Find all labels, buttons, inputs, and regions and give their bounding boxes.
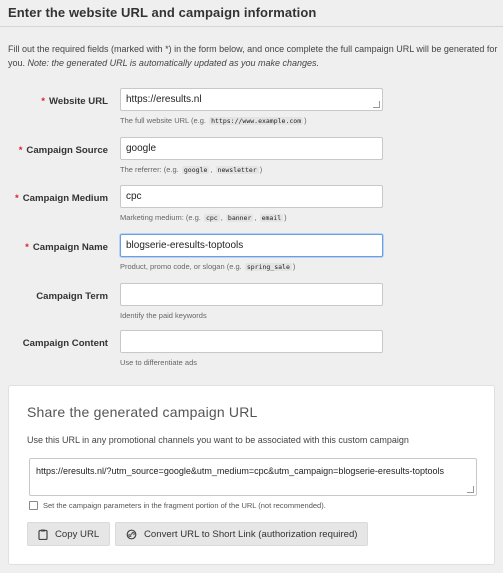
campaign-content-help: Use to differentiate ads: [120, 358, 197, 367]
campaign-medium-label: * Campaign Medium: [14, 193, 108, 204]
clipboard-icon: [38, 529, 48, 540]
short-link-button[interactable]: [115, 522, 368, 546]
campaign-medium-field[interactable]: cpc: [120, 185, 383, 208]
campaign-medium-help: Marketing medium: (e.g. cpc , banner , email ): [120, 213, 287, 222]
fragment-checkbox[interactable]: [29, 501, 38, 510]
campaign-term-label: Campaign Term: [36, 291, 108, 302]
fragment-checkbox-label: Set the campaign parameters in the fragment portion of the URL (not recommended).: [43, 501, 326, 510]
intro-text: [8, 43, 498, 70]
share-title: Share the generated campaign URL: [27, 404, 258, 420]
campaign-term-field[interactable]: [120, 283, 383, 306]
campaign-source-label: * Campaign Source: [18, 145, 108, 156]
help-code: https://www.example.com: [211, 117, 302, 125]
required-marker: *: [41, 96, 45, 107]
section-header: [0, 0, 503, 27]
intro-body: Fill out the required fields (marked with *) in the form below, and once complete the full campaign URL will be generated for you.: [8, 44, 498, 68]
website-url-label: * Website URL: [41, 96, 108, 107]
website-url-help: The full website URL (e.g. https://www.example.com ): [120, 116, 307, 125]
link-icon: [126, 529, 137, 540]
intro-note: Note: the generated URL is automatically updated as you make changes.: [27, 57, 320, 68]
campaign-name-field[interactable]: blogserie-eresults-toptools: [120, 234, 383, 257]
campaign-term-help: Identify the paid keywords: [120, 311, 207, 320]
campaign-name-help: Product, promo code, or slogan (e.g. spring_sale ): [120, 262, 296, 271]
website-url-field[interactable]: https://eresults.nl: [120, 88, 383, 111]
share-description: Use this URL in any promotional channels you want to be associated with this custom campaign: [27, 435, 409, 445]
campaign-name-label: * Campaign Name: [25, 242, 108, 253]
fragment-option[interactable]: [29, 501, 326, 510]
share-panel: [8, 385, 495, 565]
campaign-source-help: The referrer: (e.g. google , newsletter ): [120, 165, 263, 174]
generated-url-field[interactable]: https://eresults.nl/?utm_source=google&utm_medium=cpc&utm_campaign=blogserie-eresults-toptools: [29, 458, 477, 496]
campaign-content-field[interactable]: [120, 330, 383, 353]
campaign-source-field[interactable]: google: [120, 137, 383, 160]
campaign-content-label: Campaign Content: [22, 338, 108, 349]
short-link-label: Convert URL to Short Link (authorization required): [144, 528, 358, 540]
copy-url-label: Copy URL: [55, 528, 100, 540]
copy-url-button[interactable]: [27, 522, 110, 546]
section-title: Enter the website URL and campaign information: [8, 5, 317, 20]
